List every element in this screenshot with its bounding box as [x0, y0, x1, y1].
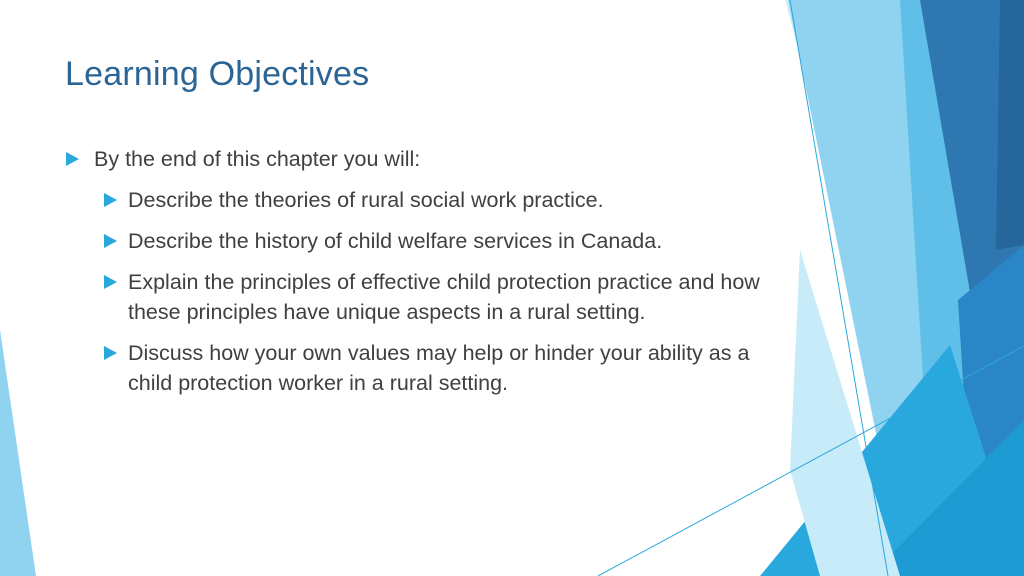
- sub-bullet-text: Describe the history of child welfare services in Canada.: [128, 229, 663, 253]
- bullet-text: By the end of this chapter you will:: [94, 147, 421, 171]
- sub-bullet-text: Explain the principles of effective child protection practice and how these principles have unique aspects in a rural setting.: [128, 270, 760, 324]
- sub-bullet-text: Discuss how your own values may help or hinder your ability as a child protection worker in a rural setting.: [128, 341, 750, 395]
- facet-darker: [996, 0, 1024, 250]
- bullet-item: [66, 144, 776, 174]
- sub-bullet-item: [66, 267, 776, 327]
- triangle-bullet-icon: [104, 234, 117, 248]
- triangle-bullet-icon: [104, 346, 117, 360]
- bullet-list: [66, 144, 776, 409]
- left-edge-sliver: [0, 330, 36, 576]
- slide-title: Learning Objectives: [65, 55, 370, 93]
- sub-bullet-item: [66, 338, 776, 398]
- triangle-bullet-icon: [104, 193, 117, 207]
- sub-bullet-item: [66, 226, 776, 256]
- triangle-bullet-icon: [104, 275, 117, 289]
- sub-bullet-text: Describe the theories of rural social work practice.: [128, 188, 604, 212]
- triangle-bullet-icon: [66, 152, 79, 166]
- sub-bullet-item: [66, 185, 776, 215]
